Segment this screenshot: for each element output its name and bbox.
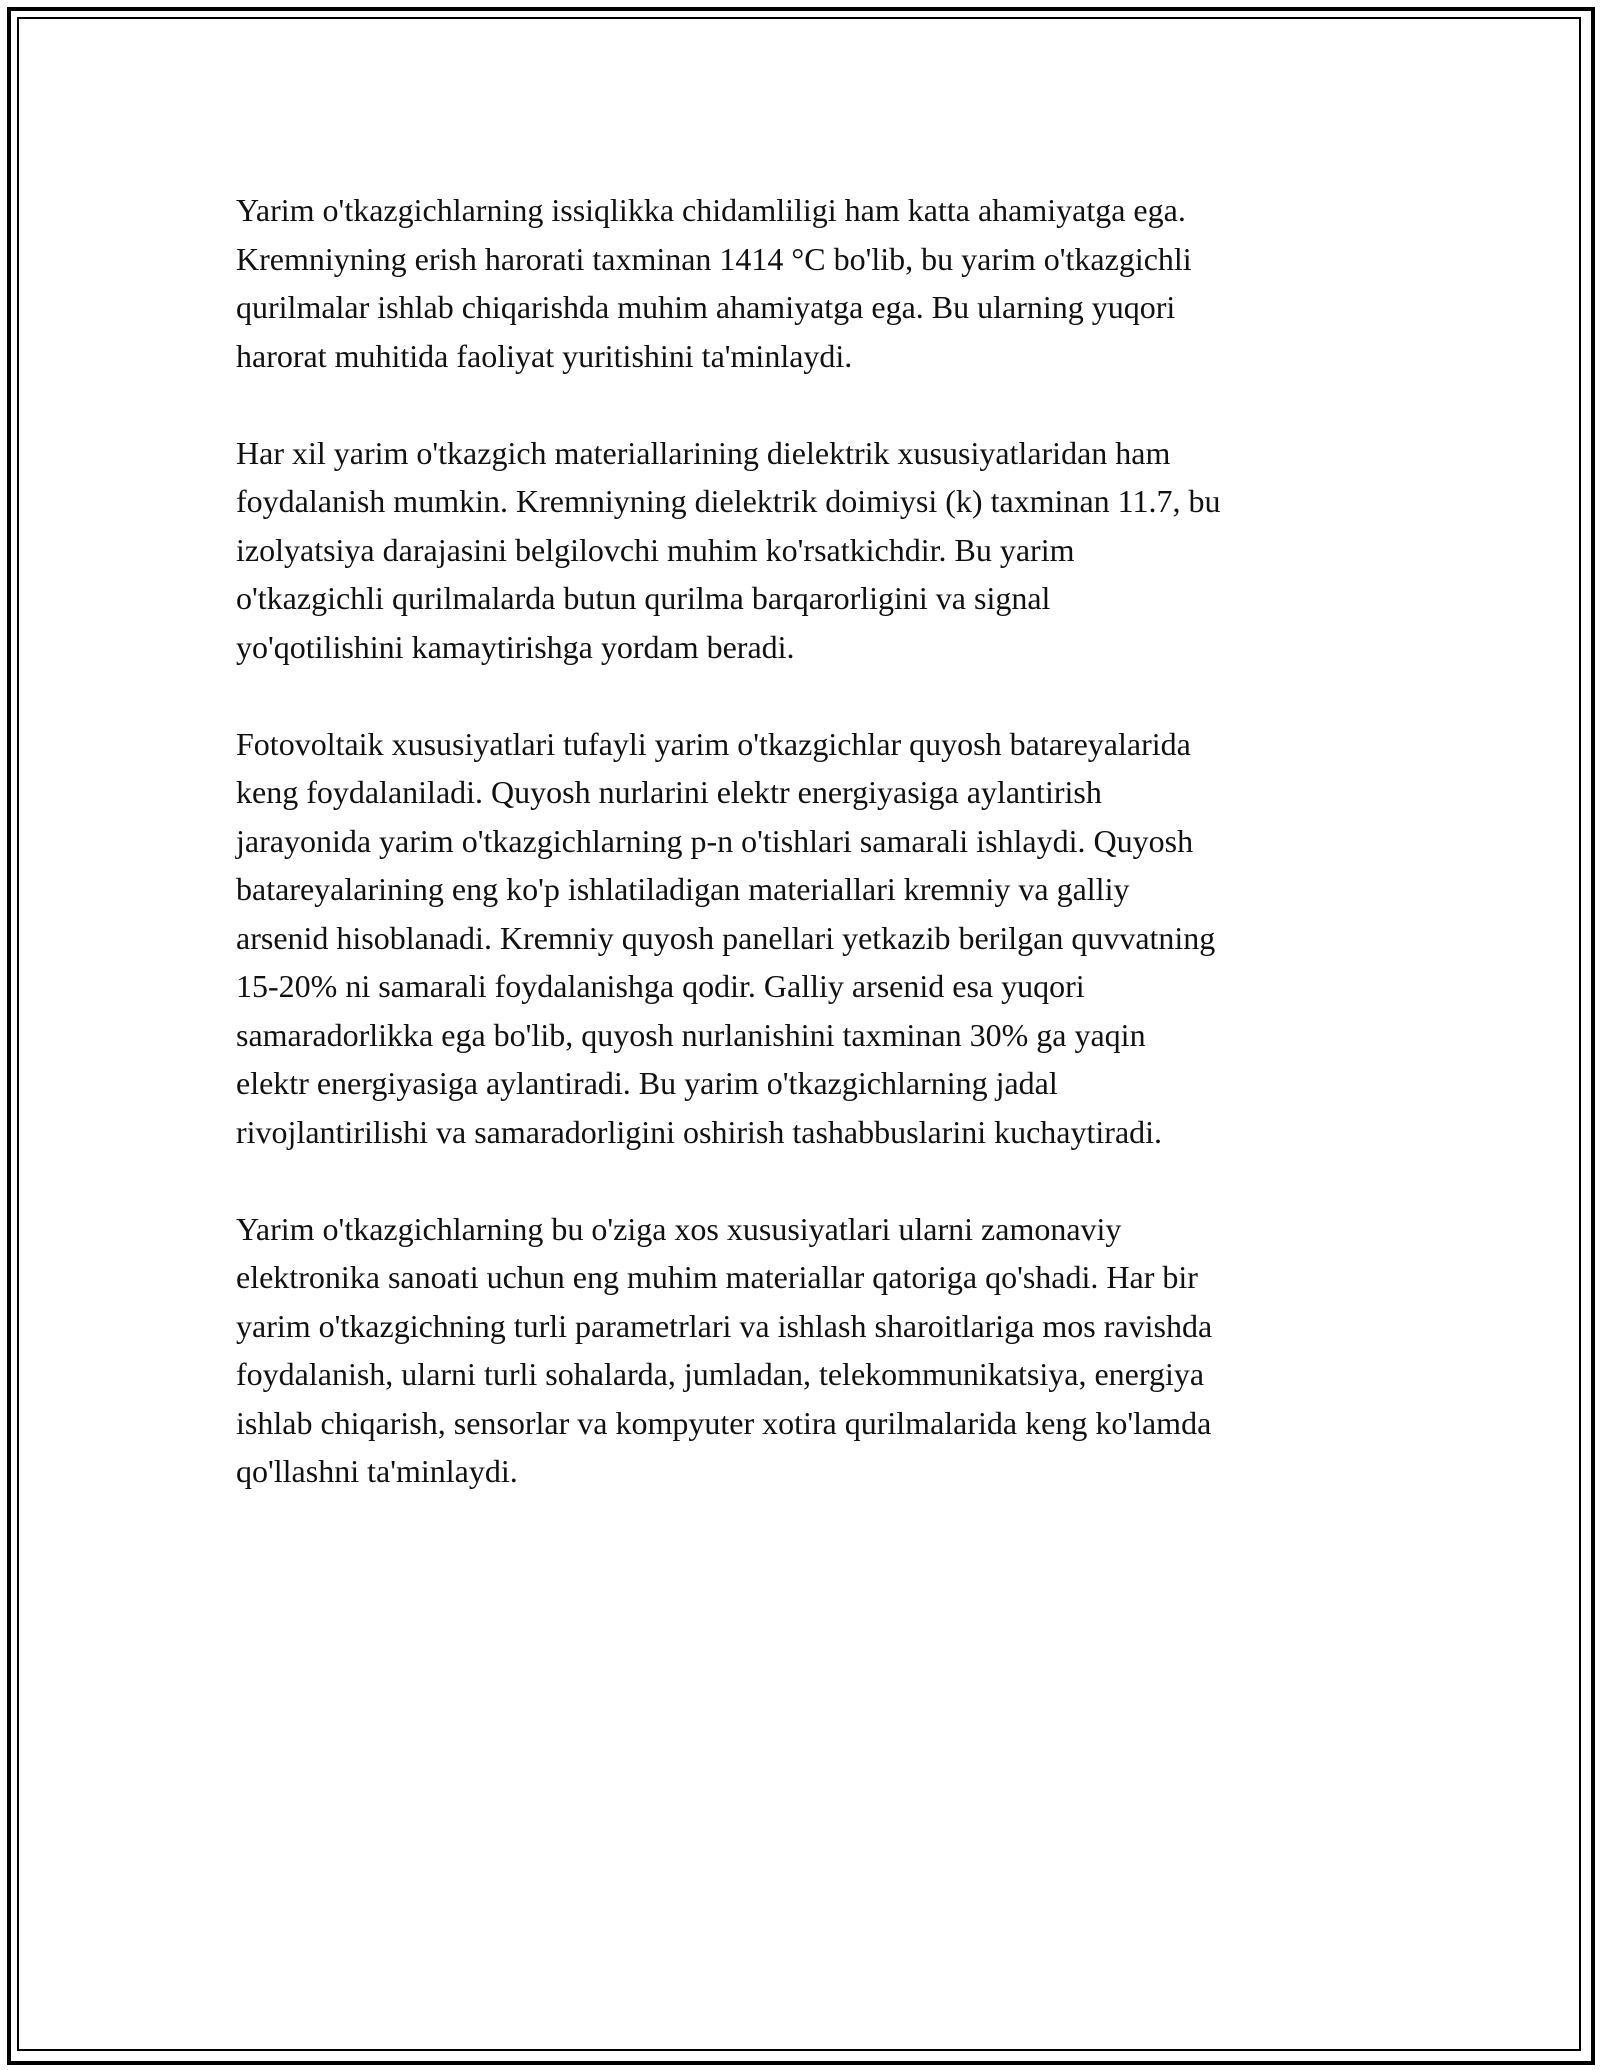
- document-body: [236, 186, 1366, 1544]
- paragraph-photovoltaic: Fotovoltaik xususiyatlari tufayli yarim o'tkazgichlar quyosh batareyalarida keng foydalaniladi. Quyosh nurlarini elektr energiyasiga aylantirish jarayonida yarim o'tkazgichlarning p-n o'tishlari samarali ishlaydi. Quyosh batareyalarining eng ko'p ishlatiladigan materiallari kremniy va galliy arsenid hisoblanadi. Kremniy quyosh panellari yetkazib berilgan quvvatning 15-20% ni samarali foydalanishga qodir. Galliy arsenid esa yuqori samaradorlikka ega bo'lib, quyosh nurlanishini taxminan 30% ga yaqin elektr energiyasiga aylantiradi. Bu yarim o'tkazgichlarning jadal rivojlantirilishi va samaradorligini oshirish tashabbuslarini kuchaytiradi.: [236, 725, 1216, 1150]
- paragraph-heat-resistance: Yarim o'tkazgichlarning issiqlikka chidamliligi ham katta ahamiyatga ega. Kremniyning erish harorati taxminan 1414 °C bo'lib, bu yarim o'tkazgichli qurilmalar ishlab chiqarishda muhim ahamiyatga ega. Bu ularning yuqori harorat muhitida faoliyat yuritishini ta'minlaydi.: [236, 192, 1192, 374]
- paragraph-conclusion: Yarim o'tkazgichlarning bu o'ziga xos xususiyatlari ularni zamonaviy elektronika sanoati uchun eng muhim materiallar qatoriga qo'shadi. Har bir yarim o'tkazgichning turli parametrlari va ishlash sharoitlariga mos ravishda foydalanish, ularni turli sohalarda, jumladan, telekommunikatsiya, energiya ishlab chiqarish, sensorlar va kompyuter xotira qurilmalarida keng ko'lamda qo'llashni ta'minlaydi.: [236, 1210, 1213, 1489]
- paragraph-dielectric: Har xil yarim o'tkazgich materiallarining dielektrik xususiyatlaridan ham foydalanish mumkin. Kremniyning dielektrik doimiysi (k) taxminan 11.7, bu izolyatsiya darajasini belgilovchi muhim ko'rsatkichdir. Bu yarim o'tkazgichli qurilmalarda butun qurilma barqarorligini va signal yo'qotilishini kamaytirishga yordam beradi.: [236, 434, 1221, 665]
